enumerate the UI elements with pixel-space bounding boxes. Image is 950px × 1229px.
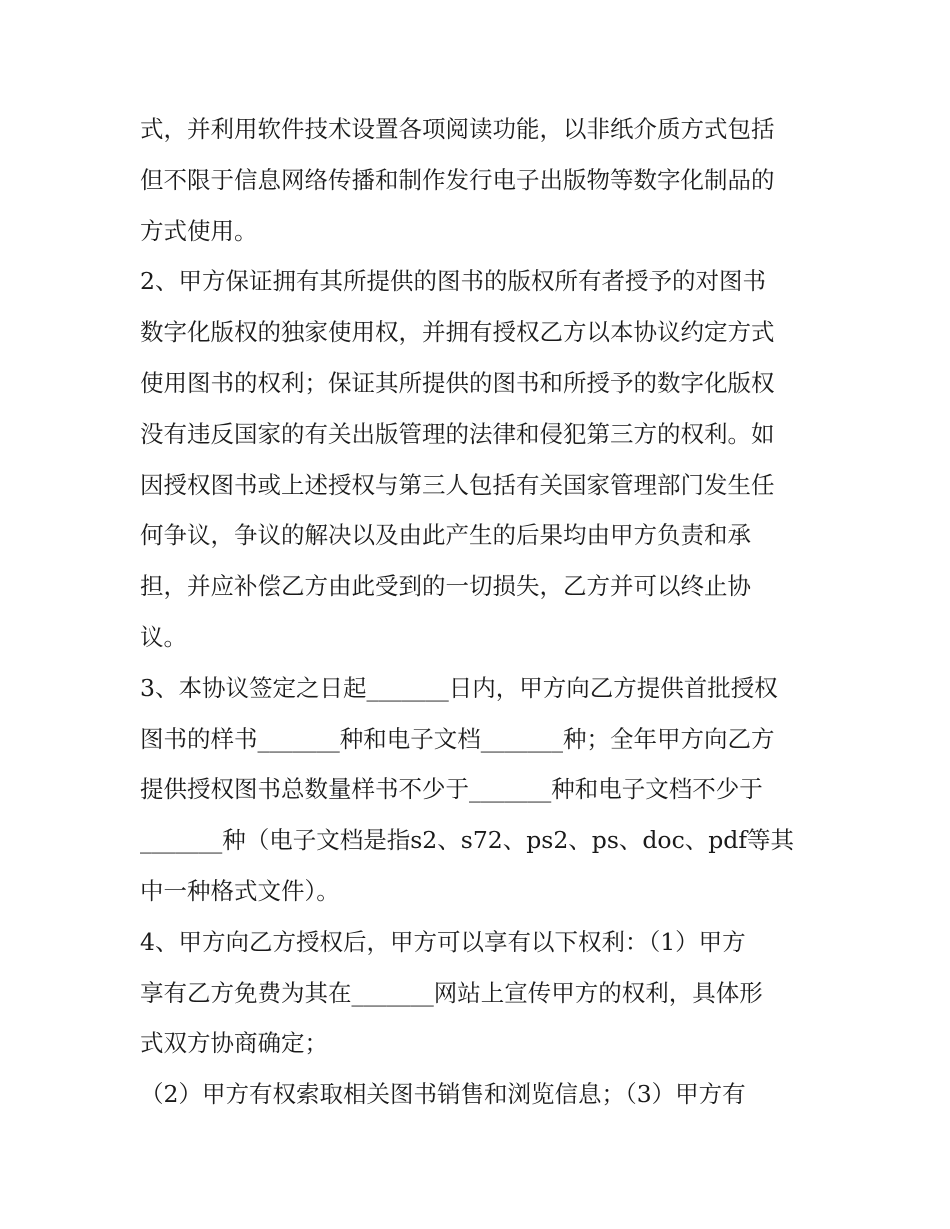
text-line: 提供授权图书总数量样书不少于_______种和电子文档不少于 — [140, 775, 763, 804]
text-line: _______种（电子文档是指s2、s72、ps2、ps、doc、pdf等其 — [140, 826, 795, 855]
text-line: 但不限于信息网络传播和制作发行电子出版物等数字化制品的 — [140, 165, 775, 194]
text-line: 担，并应补偿乙方由此受到的一切损失，乙方并可以终止协 — [140, 572, 751, 601]
text-line: 何争议，争议的解决以及由此产生的后果均由甲方负责和承 — [140, 521, 751, 550]
text-line: 方式使用。 — [140, 216, 258, 245]
document-body — [140, 104, 820, 1120]
text-line: 式双方协商确定； — [140, 1029, 328, 1058]
text-line: 享有乙方免费为其在_______网站上宣传甲方的权利，具体形 — [140, 978, 763, 1007]
text-line: 中一种格式文件）。 — [140, 876, 340, 905]
text-line: 没有违反国家的有关出版管理的法律和侵犯第三方的权利。如 — [140, 419, 775, 448]
text-line: 2、甲方保证拥有其所提供的图书的版权所有者授予的对图书 — [140, 267, 766, 296]
text-line: 3、本协议签定之日起_______日内，甲方向乙方提供首批授权 — [140, 673, 778, 702]
text-line: 式，并利用软件技术设置各项阅读功能，以非纸介质方式包括 — [140, 115, 775, 143]
text-line: （2）甲方有权索取相关图书销售和浏览信息；（3）甲方有 — [140, 1080, 746, 1109]
text-line: 议。 — [140, 622, 187, 651]
text-line: 数字化版权的独家使用权，并拥有授权乙方以本协议约定方式 — [140, 318, 775, 347]
text-line: 4、甲方向乙方授权后，甲方可以享有以下权利：（1）甲方 — [140, 927, 746, 956]
text-line: 图书的样书_______种和电子文档_______种；全年甲方向乙方 — [140, 724, 775, 753]
text-line: 使用图书的权利；保证其所提供的图书和所授予的数字化版权 — [140, 368, 775, 397]
text-line: 因授权图书或上述授权与第三人包括有关国家管理部门发生任 — [140, 470, 775, 499]
